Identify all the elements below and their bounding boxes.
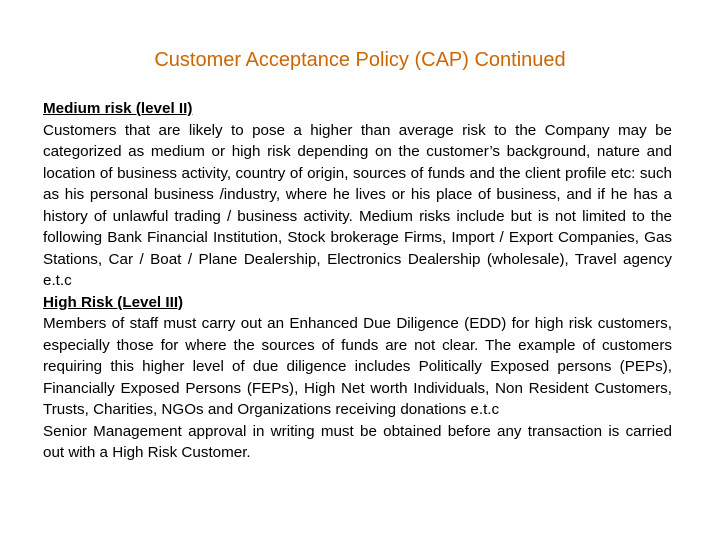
high-risk-heading: High Risk (Level III): [43, 293, 184, 311]
senior-approval-paragraph: Senior Management approval in writing must be obtained before any transaction is carried out with a High Risk Customer.: [43, 422, 672, 461]
medium-risk-heading: Medium risk (level II): [43, 100, 193, 117]
slide-title: Customer Acceptance Policy (CAP) Continued: [154, 49, 566, 71]
high-risk-paragraph: Members of staff must carry out an Enhanced Due Diligence (EDD) for high risk customers, especially those for where the sources of funds are not clear. The example of customers requiring this higher level of due diligence includes Politically Exposed persons (PEPs), Financially Exposed Persons (FEPs), High Net worth Individuals, Non Resident Customers, Trusts, Charities, NGOs and Organizations receiving donations e.t.c: [43, 315, 672, 418]
medium-risk-paragraph: Customers that are likely to pose a higher than average risk to the Company may be categorized as medium or high risk depending on the customer’s background, nature and location of business activity, country of origin, sources of funds and the client profile etc: such as his personal business /industry, where he lives or his place of business, and if he has a history of unlawful trading / business activity. Medium risks include but is not limited to the following Bank Financial Institution, Stock brokerage Firms, Import / Export Companies, Gas Stations, Car / Boat / Plane Dealership, Electronics Dealership (wholesale), Travel agency e.t.c: [43, 121, 672, 289]
slide-body: [43, 98, 672, 464]
